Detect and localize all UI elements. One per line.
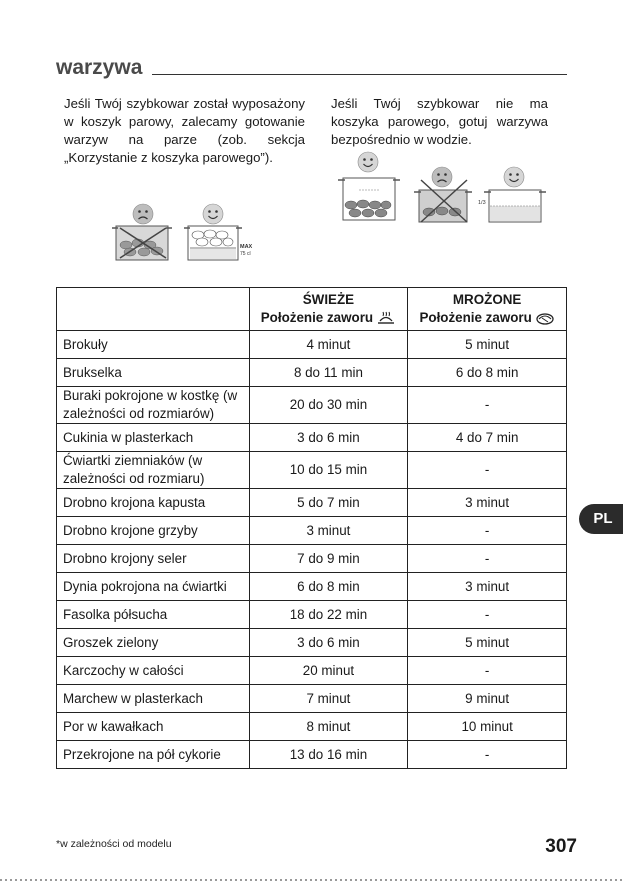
table-row <box>57 657 567 685</box>
header-fresh-subtitle: Położenie zaworu <box>260 310 374 325</box>
pot-with-basket-icon <box>184 226 242 260</box>
header-frozen-subtitle: Położenie zaworu <box>419 310 532 325</box>
frozen-time-cell: 3 minut <box>408 573 567 601</box>
fresh-time-cell: 13 do 16 min <box>249 741 408 769</box>
fresh-time-cell: 7 do 9 min <box>249 545 408 573</box>
frozen-time-cell: 9 minut <box>408 685 567 713</box>
cooking-times-table <box>56 287 567 769</box>
happy-face-icon <box>203 204 223 224</box>
vegetable-name-cell: Karczochy w całości <box>57 657 250 685</box>
pot-correct-water-icon <box>338 178 400 220</box>
frozen-time-cell: 4 do 7 min <box>408 424 567 452</box>
vegetable-name-cell: Groszek zielony <box>57 629 250 657</box>
sad-face-icon <box>133 204 153 224</box>
header-fresh <box>249 288 408 331</box>
fresh-time-cell: 20 minut <box>249 657 408 685</box>
frozen-time-cell: 3 minut <box>408 489 567 517</box>
header-fresh-title: ŚWIEŻE <box>302 292 355 307</box>
fresh-time-cell: 4 minut <box>249 331 408 359</box>
title-rule <box>152 74 567 75</box>
left-paragraph: Jeśli Twój szybkowar został wyposażony w koszyk parowy, zalecamy gotowanie warzyw na parze (zob. sekcja „Korzystanie z koszyka parowego”). <box>64 96 305 165</box>
vegetable-name-cell: Przekrojone na pół cykorie <box>57 741 250 769</box>
footnote: *w zależności od modelu <box>56 838 172 850</box>
frozen-time-cell: 5 minut <box>408 629 567 657</box>
table-row <box>57 713 567 741</box>
fresh-time-cell: 8 do 11 min <box>249 359 408 387</box>
table-row <box>57 489 567 517</box>
frozen-time-cell: 10 minut <box>408 713 567 741</box>
fresh-time-cell: 3 do 6 min <box>249 629 408 657</box>
frozen-time-cell: - <box>408 657 567 685</box>
pot-without-basket-icon <box>112 226 172 260</box>
frozen-time-cell: - <box>408 517 567 545</box>
table-row <box>57 331 567 359</box>
frozen-time-cell: 6 do 8 min <box>408 359 567 387</box>
gentle-valve-icon <box>535 311 555 325</box>
happy-face-icon <box>504 167 524 187</box>
fresh-time-cell: 3 do 6 min <box>249 424 408 452</box>
frozen-time-cell: - <box>408 452 567 489</box>
steam-valve-icon <box>376 311 396 325</box>
table-row <box>57 359 567 387</box>
vegetable-name-cell: Marchew w plasterkach <box>57 685 250 713</box>
table-row <box>57 452 567 489</box>
pot-one-third-water-icon <box>484 190 546 222</box>
fresh-time-cell: 5 do 7 min <box>249 489 408 517</box>
vegetable-name-cell: Ćwiartki ziemniaków (w zależności od rozmiaru) <box>57 452 250 489</box>
table-row <box>57 573 567 601</box>
vegetable-name-cell: Por w kawałkach <box>57 713 250 741</box>
table-row <box>57 545 567 573</box>
vegetable-name-cell: Drobno krojona kapusta <box>57 489 250 517</box>
frozen-time-cell: - <box>408 387 567 424</box>
table-row <box>57 517 567 545</box>
sad-face-icon <box>432 167 452 187</box>
table-row <box>57 387 567 424</box>
volume-label: 75 cl <box>240 251 251 257</box>
fresh-time-cell: 18 do 22 min <box>249 601 408 629</box>
vegetable-name-cell: Drobno krojone grzyby <box>57 517 250 545</box>
header-empty-cell <box>57 288 250 331</box>
bottom-dotted-border <box>0 879 623 881</box>
table-header-row <box>57 288 567 331</box>
vegetable-name-cell: Cukinia w plasterkach <box>57 424 250 452</box>
steam-basket-illustration <box>110 200 260 265</box>
language-tab: PL <box>579 504 623 534</box>
fresh-time-cell: 8 minut <box>249 713 408 741</box>
table-row <box>57 424 567 452</box>
water-cooking-illustration <box>337 150 549 230</box>
page-number: 307 <box>545 836 577 857</box>
vegetable-name-cell: Buraki pokrojone w kostkę (w zależności od rozmiarów) <box>57 387 250 424</box>
vegetable-name-cell: Dynia pokrojona na ćwiartki <box>57 573 250 601</box>
vegetable-name-cell: Fasolka półsucha <box>57 601 250 629</box>
table-row <box>57 629 567 657</box>
fresh-time-cell: 3 minut <box>249 517 408 545</box>
header-frozen-title: MROŻONE <box>452 292 522 307</box>
table-row <box>57 601 567 629</box>
table-row <box>57 685 567 713</box>
frozen-time-cell: - <box>408 545 567 573</box>
fresh-time-cell: 10 do 15 min <box>249 452 408 489</box>
frozen-time-cell: - <box>408 601 567 629</box>
header-frozen <box>408 288 567 331</box>
table-row <box>57 741 567 769</box>
happy-face-icon <box>358 152 378 172</box>
frozen-time-cell: 5 minut <box>408 331 567 359</box>
right-paragraph: Jeśli Twój szybkowar nie ma koszyka parowego, gotuj warzywa bezpośrednio w wodzie. <box>331 96 548 147</box>
frozen-time-cell: - <box>408 741 567 769</box>
fresh-time-cell: 7 minut <box>249 685 408 713</box>
max-label: MAX <box>240 244 253 250</box>
fresh-time-cell: 6 do 8 min <box>249 573 408 601</box>
one-third-label: 1/3 <box>478 200 486 206</box>
vegetable-name-cell: Brokuły <box>57 331 250 359</box>
fresh-time-cell: 20 do 30 min <box>249 387 408 424</box>
section-title: warzywa <box>56 56 143 79</box>
vegetable-name-cell: Brukselka <box>57 359 250 387</box>
vegetable-name-cell: Drobno krojony seler <box>57 545 250 573</box>
